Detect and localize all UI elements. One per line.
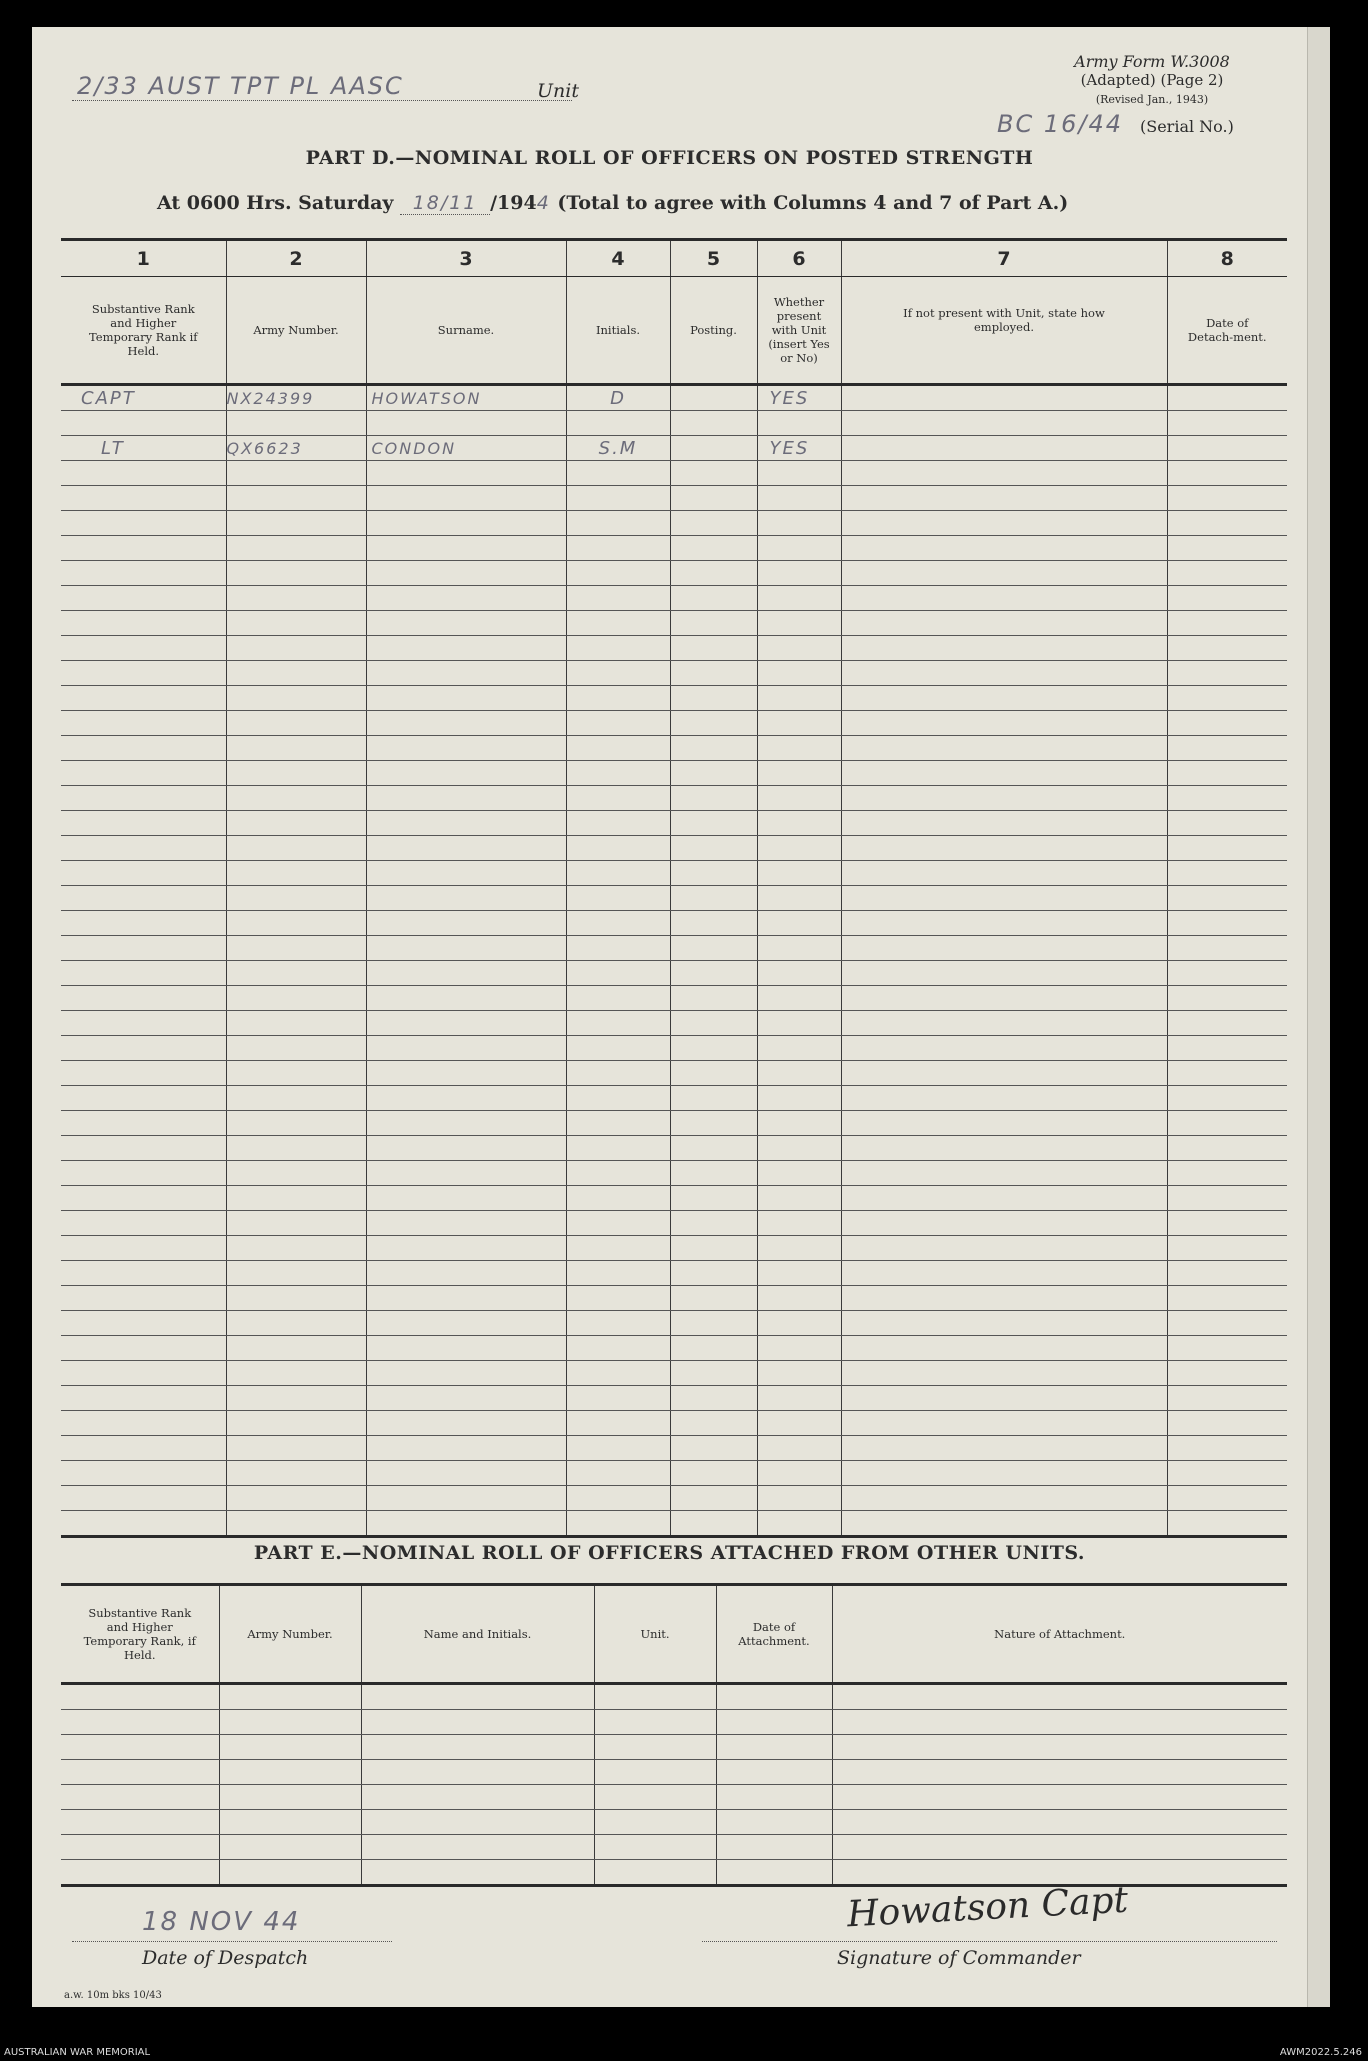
table-row — [61, 1835, 1287, 1860]
part-e-title: PART E.—NOMINAL ROLL OF OFFICERS ATTACHED FROM OTHER UNITS. — [253, 1542, 1086, 1564]
column-number-row — [61, 240, 1287, 277]
serial-value: BC 16/44 — [997, 110, 1124, 138]
e-header-rank: Substantive Rank and Higher Temporary Rank, if Held. — [61, 1585, 219, 1684]
header-rank: Substantive Rank and Higher Temporary Rank if Held. — [61, 277, 226, 385]
col-num-1: 1 — [61, 240, 226, 277]
despatch-label: Date of Despatch — [142, 1947, 309, 1969]
col-num-4: 4 — [566, 240, 670, 277]
commander-signature: Howatson Capt — [846, 1879, 1129, 1936]
table-row — [61, 536, 1287, 561]
signature-rule — [702, 1941, 1277, 1942]
cell-rank: CAPT — [61, 385, 226, 411]
unit-rule — [72, 100, 572, 101]
cell-initials: D — [566, 385, 670, 411]
e-header-name: Name and Initials. — [361, 1585, 594, 1684]
table-row — [61, 511, 1287, 536]
col-num-8: 8 — [1167, 240, 1287, 277]
cell-present: YES — [757, 385, 841, 411]
table-row — [61, 986, 1287, 1011]
table-row — [61, 1386, 1287, 1411]
form-id-block — [1032, 52, 1272, 109]
print-code: a.w. 10m bks 10/43 — [64, 1990, 162, 2001]
table-row — [61, 1785, 1287, 1810]
cell-detach — [1167, 436, 1287, 461]
table-row — [61, 786, 1287, 811]
table-row — [61, 861, 1287, 886]
table-row — [61, 761, 1287, 786]
serial-label: (Serial No.) — [1140, 117, 1234, 136]
table-row — [61, 1411, 1287, 1436]
header-surname: Surname. — [366, 277, 566, 385]
table-row — [61, 461, 1287, 486]
despatch-value: 18 NOV 44 — [142, 1907, 301, 1937]
header-employed: If not present with Unit, state how employed. — [841, 277, 1167, 385]
table-row — [61, 1136, 1287, 1161]
table-row — [61, 886, 1287, 911]
table-row — [61, 961, 1287, 986]
part-e-table — [61, 1583, 1287, 1887]
table-row — [61, 611, 1287, 636]
table-row — [61, 561, 1287, 586]
table-row — [61, 1011, 1287, 1036]
table-row — [61, 1336, 1287, 1361]
table-row — [61, 1684, 1287, 1710]
table-row — [61, 586, 1287, 611]
table-row — [61, 1061, 1287, 1086]
form-adapted: (Adapted) (Page 2) — [1080, 71, 1224, 89]
date-prefix: At 0600 Hrs. Saturday — [157, 192, 394, 214]
cell-employed — [841, 385, 1167, 411]
table-row — [61, 385, 1287, 411]
date-year: /194 — [490, 192, 537, 214]
e-header-nature: Nature of Attachment. — [832, 1585, 1287, 1684]
table-row — [61, 711, 1287, 736]
table-row — [61, 911, 1287, 936]
table-row — [61, 1036, 1287, 1061]
col-num-2: 2 — [226, 240, 366, 277]
table-row — [61, 1486, 1287, 1511]
e-header-army-number: Army Number. — [219, 1585, 361, 1684]
col-num-7: 7 — [841, 240, 1167, 277]
table-row — [61, 1361, 1287, 1386]
table-row — [61, 1286, 1287, 1311]
e-header-date: Date of Attachment. — [716, 1585, 832, 1684]
cell-army-number: NX24399 — [226, 385, 366, 411]
header-posting: Posting. — [670, 277, 757, 385]
cell-surname: CONDON — [366, 436, 566, 461]
part-d-table — [61, 238, 1287, 1538]
date-suffix: (Total to agree with Columns 4 and 7 of Part A.) — [557, 192, 1069, 214]
archive-right: AWM2022.5.246 — [1279, 2047, 1362, 2058]
header-detach: Date of Detach-ment. — [1167, 277, 1287, 385]
signature-label: Signature of Commander — [837, 1947, 1081, 1969]
header-present: Whether present with Unit (insert Yes or No) — [757, 277, 841, 385]
e-header-unit: Unit. — [594, 1585, 716, 1684]
paper-edge — [1307, 27, 1330, 2007]
table-row — [61, 1710, 1287, 1735]
table-row — [61, 686, 1287, 711]
cell-present: YES — [757, 436, 841, 461]
table-row — [61, 736, 1287, 761]
unit-label: Unit — [537, 80, 579, 102]
col-num-3: 3 — [366, 240, 566, 277]
cell-rank: LT — [61, 436, 226, 461]
archive-left: AUSTRALIAN WAR MEMORIAL — [4, 2047, 151, 2058]
cell-initials: S.M — [566, 436, 670, 461]
form-id: Army Form W.3008 — [1074, 52, 1230, 71]
table-row — [61, 411, 1287, 436]
part-d-date-line — [157, 192, 1068, 215]
table-row — [61, 1735, 1287, 1760]
table-row — [61, 936, 1287, 961]
col-num-5: 5 — [670, 240, 757, 277]
cell-posting — [670, 436, 757, 461]
cell-detach — [1167, 385, 1287, 411]
column-header-row — [61, 277, 1287, 385]
table-row — [61, 1311, 1287, 1336]
header-initials: Initials. — [566, 277, 670, 385]
table-row — [61, 486, 1287, 511]
table-row — [61, 811, 1287, 836]
table-row — [61, 836, 1287, 861]
part-e-header-row — [61, 1585, 1287, 1684]
table-row — [61, 436, 1287, 461]
col-num-6: 6 — [757, 240, 841, 277]
date-value: 18/11 — [400, 192, 490, 215]
table-row — [61, 661, 1287, 686]
part-d-title: PART D.—NOMINAL ROLL OF OFFICERS ON POSTED STRENGTH — [305, 147, 1034, 169]
cell-posting — [670, 385, 757, 411]
table-row — [61, 636, 1287, 661]
table-row — [61, 1261, 1287, 1286]
despatch-rule — [72, 1941, 392, 1942]
table-row — [61, 1810, 1287, 1835]
table-row — [61, 1211, 1287, 1236]
form-revised: (Revised Jan., 1943) — [1095, 93, 1209, 106]
table-row — [61, 1111, 1287, 1136]
table-row — [61, 1511, 1287, 1537]
table-row — [61, 1461, 1287, 1486]
table-row — [61, 1086, 1287, 1111]
header-army-number: Army Number. — [226, 277, 366, 385]
table-row — [61, 1760, 1287, 1785]
form-page — [32, 27, 1307, 2007]
table-row — [61, 1436, 1287, 1461]
table-row — [61, 1236, 1287, 1261]
table-row — [61, 1161, 1287, 1186]
cell-surname: HOWATSON — [366, 385, 566, 411]
date-year-digit: 4 — [536, 192, 551, 214]
unit-value: 2/33 AUST TPT PL AASC — [77, 72, 404, 100]
archive-bar — [0, 2047, 1368, 2061]
cell-army-number: QX6623 — [226, 436, 366, 461]
table-row — [61, 1186, 1287, 1211]
cell-employed — [841, 436, 1167, 461]
